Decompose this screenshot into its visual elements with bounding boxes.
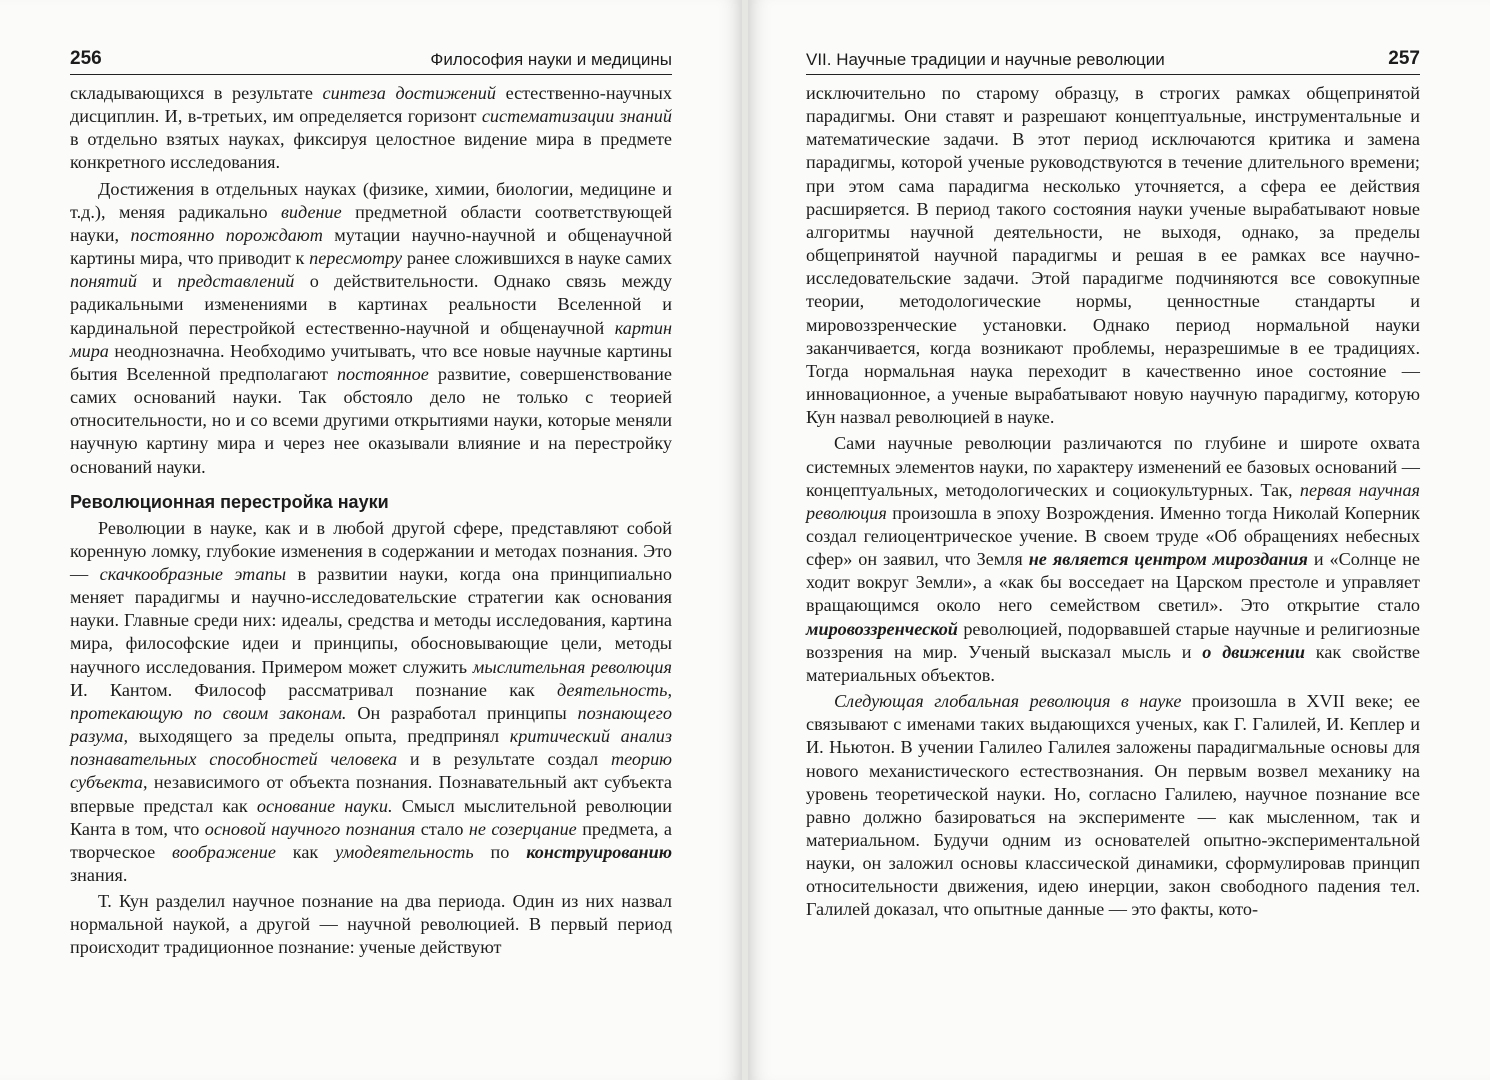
paragraph bbox=[806, 82, 1420, 429]
text-run: И. Кантом. Философ рассматривал познание как bbox=[70, 679, 557, 700]
text-run: произошла в эпоху Возрождения. Именно тогда Николай Коперник создал гелиоцентрическое учение. В своем труде «Об обращениях небесных сфер» он заявил, что Земля bbox=[806, 502, 1420, 570]
emphasis-run: не созерцание bbox=[468, 818, 577, 839]
left-page-number: 256 bbox=[70, 48, 102, 69]
emphasis-run: синтеза достижений bbox=[322, 83, 496, 103]
text-run: как свойстве материальных объектов. bbox=[806, 641, 1420, 685]
emphasis-run: деятельность, протекающую по своим законам. bbox=[70, 679, 672, 723]
emphasis-run: первая научная революция bbox=[806, 479, 1421, 523]
section-heading: Революционная перестройка науки bbox=[70, 491, 389, 512]
text-run: предметной области соответствующей науки, bbox=[70, 201, 672, 245]
emphasis-run: постоянное bbox=[336, 363, 429, 384]
text-run: и bbox=[137, 271, 178, 292]
text-run: складывающихся в результате bbox=[70, 83, 323, 103]
paragraph bbox=[806, 432, 1420, 687]
emphasis-run: Следующая глобальная революция в науке bbox=[834, 691, 1182, 712]
emphasis-run: видение bbox=[281, 201, 342, 222]
left-page-body bbox=[70, 82, 672, 960]
text-run: ранее сложившихся в науке самих bbox=[402, 248, 673, 269]
emphasis-run: пересмотру bbox=[309, 248, 403, 269]
emphasis-run: мыслительная революция bbox=[472, 656, 672, 677]
paragraph bbox=[70, 890, 672, 959]
right-running-header: VII. Научные традиции и научные революции bbox=[806, 50, 1165, 69]
text-run: по bbox=[473, 841, 527, 862]
text-run: стало bbox=[415, 818, 469, 839]
emphasis-run: скачкообразные этапы bbox=[99, 563, 287, 584]
paragraph bbox=[70, 178, 672, 479]
emphasis-run: не является центром мироздания bbox=[1028, 549, 1308, 570]
emphasis-run: умодеятельность bbox=[335, 841, 474, 862]
emphasis-run: конструированию bbox=[526, 841, 672, 862]
text-run: естественно-научных дисциплин. И, в-третьих, им определяется горизонт bbox=[70, 83, 672, 127]
text-run: исключительно по старому образцу, в строгих рамках общепринятой парадигмы. Они ставят и разрешают концептуальные, инструментальные и математические задачи. В этот период исключаются критика и замена парадигмы, которой ученые руководствуются в течение длительного времени; при этом сама парадигма несколько уточняется, а сфера ее действия расширяется. В период такого состояния науки ученые вырабатывают новые алгоритмы научной деятельности, не выходя, однако, за пределы общепринятой научной парадигмы и решая в ее рамках все научно-исследовательские задачи. Этой парадигме подчиняются все совокупные теории, методологические нормы, ценностные стандарты и мировоззренческие установки. Однако период нормальной науки заканчивается, когда возникают проблемы, неразрешимые в ее традициях. Тогда нормальная наука переходит в качественно иное состояние — инновационное, а ученые вырабатывают новую научную парадигму, которую Кун назвал революцией в науке. bbox=[806, 83, 1420, 428]
emphasis-run: теорию субъекта bbox=[70, 749, 673, 793]
text-run: Т. Кун разделил научное познание на два периода. Один из них назвал нормальной наукой, а другой — научной революцией. В первый период происходит традиционное познание: ученые действуют bbox=[70, 891, 672, 958]
emphasis-run: основание науки. bbox=[256, 795, 393, 816]
emphasis-run: о движении bbox=[1202, 641, 1305, 662]
right-page-header bbox=[806, 44, 1420, 75]
paragraph bbox=[70, 517, 672, 888]
text-run: знания. bbox=[70, 865, 128, 885]
text-run: предмета, а творческое bbox=[70, 818, 672, 862]
left-page-header bbox=[70, 44, 672, 75]
left-page bbox=[0, 0, 742, 1080]
text-run: революцией, подорвавшей старые научные и религиозные воззрения на мир. Ученый высказал мысль и bbox=[806, 618, 1420, 662]
emphasis-run: критический анализ познавательных способностей человека bbox=[70, 726, 673, 770]
text-run: развитие, совершенствование самих оснований науки. Так обстояло дело не только с теорией относительности, но и со всеми другими открытиями науки, которые меняли научную картину мира и через нее оказывали влияние и на перестройку оснований науки. bbox=[70, 363, 672, 477]
emphasis-run: представлений bbox=[177, 271, 295, 292]
text-run: Он разработал принципы bbox=[346, 702, 578, 723]
text-run: Смысл мыслительной революции Канта в том, что bbox=[70, 795, 672, 839]
text-run: произошла в XVII веке; ее связывают с именами таких выдающихся ученых, как Г. Галилей, И. Кеплер и И. Ньютон. В учении Галилео Галилея заложены парадигмальные основы для нового механистического естествознания. Он первым возвел механику на уровень теоретической науки. Но, согласно Галилею, научное познание все равно должно базироваться на эксперименте — как мысленном, так и материальном. Будучи одним из основателей опытно-экспериментальной науки, он заложил основы классической динамики, сформулировав принцип относительности движения, идею инерции, закон свободного падения тел. Галилей доказал, что опытные данные — это факты, кото- bbox=[806, 691, 1420, 920]
left-running-header: Философия науки и медицины bbox=[430, 50, 672, 69]
emphasis-run: систематизации знаний bbox=[481, 106, 672, 127]
text-run: мутации научно-научной и общенаучной картины мира, что приводит к bbox=[70, 224, 673, 269]
text-run: в отдельно взятых науках, фиксируя целостное видение мира в предмете конкретного исследования. bbox=[70, 129, 672, 173]
paragraph bbox=[70, 82, 672, 175]
text-run: Сами научные революции различаются по глубине и широте охвата системных элементов науки, по характеру изменений ее базовых оснований — концептуальных, методологических и социокультурных. Так, bbox=[806, 433, 1420, 500]
text-run: в развитии науки, когда она принципиально меняет парадигмы и научно-исследовательские стратегии как основания науки. Главные среди них: идеалы, средства и методы исследования, картина мира, философские идеи и принципы, обосновывающие цели, методы научного исследования. Примером может служить bbox=[70, 563, 673, 677]
right-page-body bbox=[806, 82, 1420, 922]
emphasis-run: картин мира bbox=[70, 317, 672, 361]
emphasis-run: постоянно порождают bbox=[130, 224, 323, 245]
emphasis-run: понятий bbox=[70, 271, 137, 292]
paragraph bbox=[806, 690, 1420, 922]
text-run: и в результате создал bbox=[397, 749, 611, 770]
text-run: выходящего за пределы опыта, предпринял bbox=[128, 726, 510, 747]
text-run: , независимого от объекта познания. Познавательный акт субъекта впервые предстал как bbox=[70, 772, 672, 816]
emphasis-run: основой научного познания bbox=[204, 818, 416, 839]
text-run: и «Солнце не ходит вокруг Земли», а «как бы восседает на Царском престоле и управляет вращающимся около него семейством светил». Это открытие стало bbox=[806, 549, 1421, 616]
text-run: о действительности. Однако связь между радикальными изменениями в картинах реальности Вселенной и кардинальной перестройкой естественно-научной и общенаучной bbox=[70, 271, 673, 338]
text-run: неоднозначна. Необходимо учитывать, что все новые научные картины бытия Вселенной предполагают bbox=[70, 340, 672, 384]
right-page-number: 257 bbox=[1388, 48, 1420, 69]
emphasis-run: мировоззренческой bbox=[806, 618, 958, 639]
text-run: как bbox=[275, 841, 336, 862]
text-run: Достижения в отдельных науках (физике, химии, биологии, медицине и т.д.), меняя радикально bbox=[70, 178, 672, 222]
text-run: Революции в науке, как и в любой другой сфере, представляют собой коренную ломку, глубокие изменения в содержании и методах познания. Это — bbox=[70, 517, 672, 584]
emphasis-run: познающего разума, bbox=[70, 702, 672, 747]
emphasis-run: воображение bbox=[172, 841, 276, 862]
right-page bbox=[748, 0, 1490, 1080]
